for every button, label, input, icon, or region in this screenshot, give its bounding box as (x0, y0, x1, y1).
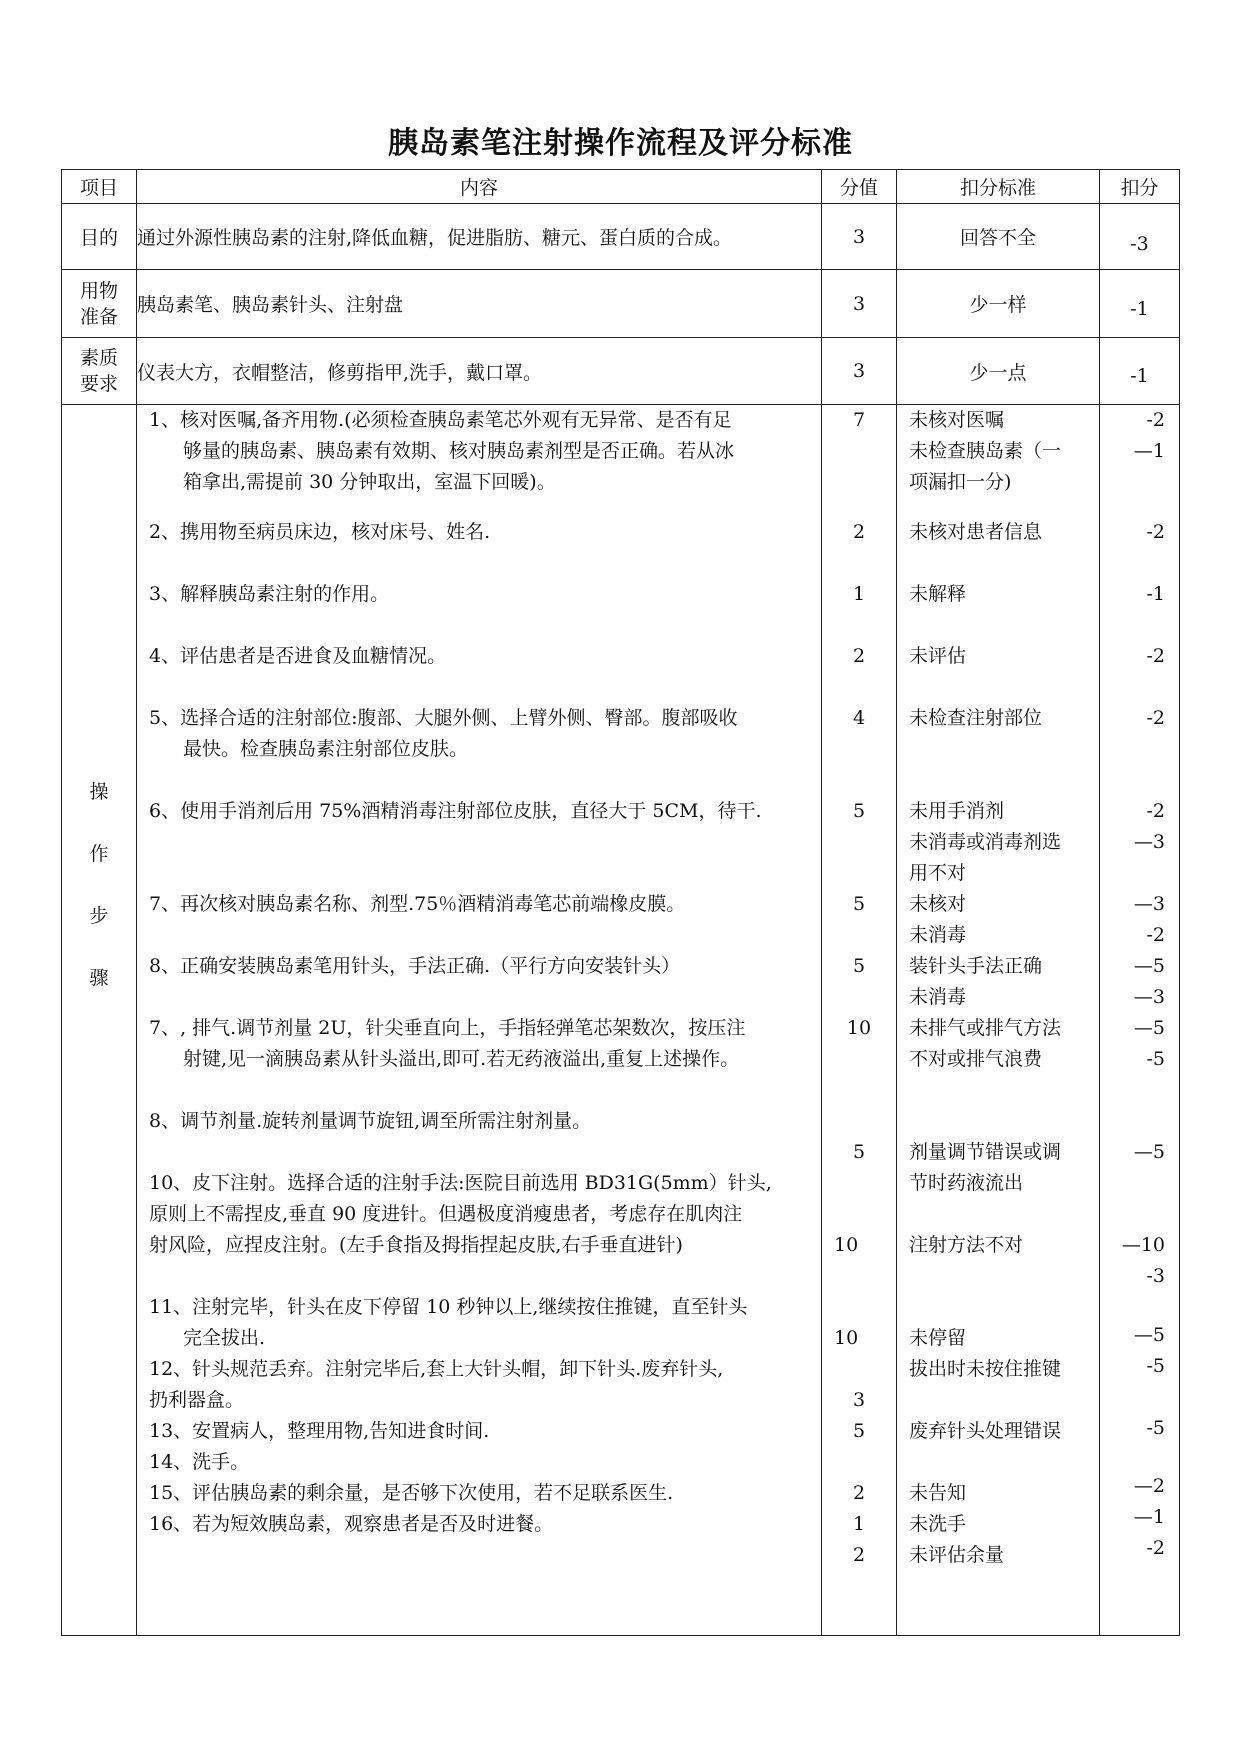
row-item-line: 准备 (79, 305, 118, 328)
header-criteria: 扣分标准 (897, 170, 1100, 204)
step-line: 13、安置病人，整理用物,告知进食时间. (149, 1420, 490, 1442)
steps-label-char: 作 (89, 843, 109, 865)
step-line: 原则上不需捏皮,垂直 90 度进针。但遇极度消瘦患者，考虑存在肌肉注 (149, 1203, 743, 1225)
deduction-value: -5 (1146, 1417, 1165, 1439)
criteria-line: 未停留 (909, 1327, 967, 1349)
deduction-entry (1134, 889, 1165, 951)
deduction-entry (1146, 703, 1165, 734)
criteria-line: 未核对患者信息 (909, 521, 1043, 543)
criteria-entry (909, 1478, 1004, 1571)
deduction-value: -5 (1146, 1048, 1165, 1070)
step-line: 8、调节剂量.旋转剂量调节旋钮,调至所需注射剂量。 (149, 1110, 592, 1132)
criteria-line: 剂量调节错误或调 (909, 1141, 1062, 1163)
table-row (62, 338, 1180, 405)
steps-content-cell (137, 405, 822, 1636)
criteria-line: 用不对 (909, 862, 967, 884)
criteria-entry (909, 703, 1042, 734)
step-item (149, 405, 734, 498)
step-line: 15、评估胰岛素的剩余量，是否够下次使用，若不足联系医生. (149, 1482, 674, 1504)
criteria-line: 未核对 (909, 893, 967, 915)
step-item (149, 579, 389, 610)
header-content: 内容 (137, 170, 822, 204)
deduction-value: —3 (1133, 986, 1165, 1008)
criteria-line: 未评估余量 (909, 1544, 1005, 1566)
step-line: 1、核对医嘱,备齐用物.(必须检查胰岛素笔芯外观有无异常、是否有足 (149, 409, 732, 431)
table-row (62, 204, 1180, 270)
deduction-entry (1146, 579, 1165, 610)
criteria-line: 未消毒 (909, 986, 967, 1008)
row-score: 3 (822, 204, 897, 270)
criteria-line: 废弃针头处理错误 (909, 1420, 1062, 1442)
step-item (149, 1354, 723, 1416)
step-line: 7、, 排气.调节剂量 2U，针尖垂直向上，手指轻弹笔芯架数次，按压注 (149, 1017, 746, 1039)
score-value: 5 (852, 955, 866, 977)
deduction-entry (1146, 641, 1165, 672)
criteria-line: 未核对医嘱 (909, 409, 1005, 431)
deduction-entry (1134, 1013, 1165, 1075)
step-line: 箱拿出,需提前 30 分钟取出，室温下回暖)。 (183, 471, 556, 493)
step-line: 7、再次核对胰岛素名称、剂型.75％酒精消毒笔芯前端橡皮膜。 (149, 893, 686, 915)
score-value: 5 (852, 1420, 866, 1442)
criteria-line: 未消毒或消毒剂选 (909, 831, 1062, 853)
score-value: 5 (852, 800, 866, 822)
step-line: 射风险，应捏皮注射。(左手食指及拇指捏起皮肤,右手垂直进针) (149, 1234, 683, 1256)
row-item-line: 素质 (79, 347, 118, 369)
criteria-line: 项漏扣一分) (909, 471, 1012, 493)
score-value: 1 (852, 1513, 866, 1535)
deduction-entry (1134, 405, 1165, 467)
deduction-entry (1134, 1320, 1165, 1382)
steps-label-cell (62, 405, 137, 1636)
criteria-entry (909, 1323, 1061, 1385)
scores-cell (822, 405, 897, 1636)
row-content: 仪表大方，衣帽整洁，修剪指甲,洗手，戴口罩。 (137, 338, 822, 405)
deduction-value: —1 (1133, 1506, 1165, 1528)
criteria-entry (909, 1013, 1061, 1075)
step-line: 完全拔出. (183, 1327, 266, 1349)
step-line: 16、若为短效胰岛素，观察患者是否及时进餐。 (149, 1513, 554, 1535)
score-value: 2 (852, 1482, 866, 1504)
row-criteria: 少一点 (897, 338, 1100, 405)
score-value: 10 (834, 1327, 859, 1349)
step-line: 8、正确安装胰岛素笔用针头，手法正确.（平行方向安装针头） (149, 955, 681, 977)
score-value: 2 (852, 521, 866, 543)
deduction-value: -5 (1146, 1355, 1165, 1377)
step-line: 扔利器盒。 (149, 1389, 245, 1411)
step-item (149, 1013, 745, 1075)
criteria-entry (909, 1416, 1061, 1447)
step-item (149, 1447, 249, 1478)
step-line: 3、解释胰岛素注射的作用。 (149, 583, 390, 605)
step-item (149, 703, 738, 765)
deduction-value: -2 (1146, 707, 1165, 729)
score-value: 4 (852, 707, 866, 729)
steps-label-char: 操 (89, 781, 109, 803)
steps-label-char: 骤 (89, 967, 109, 989)
step-line: 14、洗手。 (149, 1451, 250, 1473)
header-deduction: 扣分 (1100, 170, 1180, 204)
header-item: 项目 (62, 170, 137, 204)
row-item (62, 338, 137, 405)
step-line: 4、评估患者是否进食及血糖情况。 (149, 645, 447, 667)
step-item (149, 517, 490, 548)
step-item (149, 889, 685, 920)
score-value: 3 (852, 1389, 866, 1411)
criteria-line: 未评估 (909, 645, 967, 667)
row-item-line: 要求 (79, 373, 118, 395)
step-line: 12、针头规范丢弃。注射完毕后,套上大针头帽，卸下针头.废弃针头, (149, 1358, 724, 1380)
criteria-line: 装针头手法正确 (909, 955, 1043, 977)
score-value: 10 (834, 1234, 859, 1256)
deduction-entry (1134, 1137, 1165, 1168)
step-line: 5、选择合适的注射部位:腹部、大腿外侧、上臂外侧、臀部。腹部吸收 (149, 707, 738, 729)
step-line: 最快。检查胰岛素注射部位皮肤。 (183, 738, 469, 760)
row-score: 3 (822, 338, 897, 405)
row-deduction: -1 (1100, 338, 1180, 405)
deduction-entry (1146, 517, 1165, 548)
deduction-value: —10 (1121, 1234, 1165, 1256)
deduction-value: —3 (1133, 831, 1165, 853)
criteria-entry (909, 517, 1042, 548)
criteria-entry (909, 951, 1042, 1013)
criteria-entry (909, 641, 966, 672)
criteria-line: 未洗手 (909, 1513, 967, 1535)
score-value: 7 (852, 409, 866, 431)
steps-label-char: 步 (89, 905, 109, 927)
row-deduction: -1 (1100, 270, 1180, 338)
deduction-value: -2 (1146, 645, 1165, 667)
step-item (149, 1292, 747, 1354)
step-item (149, 1416, 489, 1447)
score-value: 5 (852, 893, 866, 915)
criteria-entry (909, 889, 966, 951)
score-value: 5 (852, 1141, 866, 1163)
header-score: 分值 (822, 170, 897, 204)
deduction-value: —5 (1133, 1141, 1165, 1163)
step-item (149, 641, 446, 672)
deduction-entry (1134, 796, 1165, 858)
criteria-line: 不对或排气浪费 (909, 1048, 1043, 1070)
criteria-entry (909, 1230, 1023, 1261)
criteria-line: 未用手消剂 (909, 800, 1005, 822)
deduction-value: -2 (1146, 1537, 1165, 1559)
score-value: 2 (852, 1544, 866, 1566)
deduction-value: -2 (1146, 924, 1165, 946)
deduction-value: -2 (1146, 521, 1165, 543)
row-criteria: 少一样 (897, 270, 1100, 338)
step-line: 射键,见一滴胰岛素从针头溢出,即可.若无药液溢出,重复上述操作。 (183, 1048, 740, 1070)
row-score: 3 (822, 270, 897, 338)
table-row (62, 270, 1180, 338)
criteria-entry (909, 1137, 1061, 1199)
page-title: 胰岛素笔注射操作流程及评分标准 (388, 126, 853, 161)
deduction-value: —1 (1133, 440, 1165, 462)
step-line: 够量的胰岛素、胰岛素有效期、核对胰岛素剂型是否正确。若从冰 (183, 440, 735, 462)
row-item-line: 用物 (79, 279, 118, 302)
deduction-entry (1122, 1230, 1165, 1292)
row-criteria: 回答不全 (897, 204, 1100, 270)
step-item (149, 1106, 591, 1137)
step-line: 6、使用手消剂后用 75%酒精消毒注射部位皮肤，直径大于 5CM，待干. (149, 800, 762, 822)
criteria-entry (909, 579, 966, 610)
deductions-cell (1100, 405, 1180, 1636)
row-content: 胰岛素笔、胰岛素针头、注射盘 (137, 270, 822, 338)
criteria-entry (909, 796, 1061, 889)
criteria-cell (897, 405, 1100, 1636)
step-item (149, 1478, 673, 1509)
criteria-line: 注射方法不对 (909, 1234, 1024, 1256)
deduction-value: -2 (1146, 800, 1165, 822)
operation-steps-row (62, 405, 1180, 1636)
deduction-value: —5 (1133, 1324, 1165, 1346)
deduction-value: -2 (1146, 409, 1165, 431)
deduction-entry (1134, 1471, 1165, 1564)
deduction-entry (1146, 1413, 1165, 1444)
step-line: 11、注射完毕，针头在皮下停留 10 秒钟以上,继续按住推键，直至针头 (149, 1296, 748, 1318)
criteria-line: 未检查胰岛素（一 (909, 440, 1062, 462)
criteria-line: 未解释 (909, 583, 967, 605)
deduction-value: —2 (1133, 1475, 1165, 1497)
step-item (149, 1509, 553, 1540)
criteria-line: 节时药液流出 (909, 1172, 1024, 1194)
criteria-line: 未消毒 (909, 924, 967, 946)
deduction-value: -1 (1146, 583, 1165, 605)
row-item: 目的 (62, 204, 137, 270)
scoring-table (61, 169, 1180, 1636)
criteria-line: 拔出时未按住推键 (909, 1358, 1062, 1380)
deduction-value: -3 (1146, 1265, 1165, 1287)
deduction-value: —3 (1133, 893, 1165, 915)
deduction-entry (1134, 951, 1165, 1013)
deduction-value: —5 (1133, 1017, 1165, 1039)
deduction-value: —5 (1133, 955, 1165, 977)
step-line: 10、皮下注射。选择合适的注射手法:医院目前选用 BD31G(5mm）针头, (149, 1172, 772, 1194)
step-item (149, 1168, 772, 1261)
table-header-row (62, 170, 1180, 204)
criteria-line: 未告知 (909, 1482, 967, 1504)
row-content: 通过外源性胰岛素的注射,降低血糖，促进脂肪、糖元、蛋白质的合成。 (137, 204, 822, 270)
criteria-line: 未排气或排气方法 (909, 1017, 1062, 1039)
step-item (149, 951, 680, 982)
criteria-entry (909, 405, 1061, 498)
row-deduction: -3 (1100, 204, 1180, 270)
criteria-line: 未检查注射部位 (909, 707, 1043, 729)
score-value: 10 (846, 1017, 872, 1039)
score-value: 2 (852, 645, 866, 667)
score-value: 1 (852, 583, 866, 605)
step-line: 2、携用物至病员床边，核对床号、姓名. (149, 521, 491, 543)
step-item (149, 796, 762, 827)
row-item (62, 270, 137, 338)
